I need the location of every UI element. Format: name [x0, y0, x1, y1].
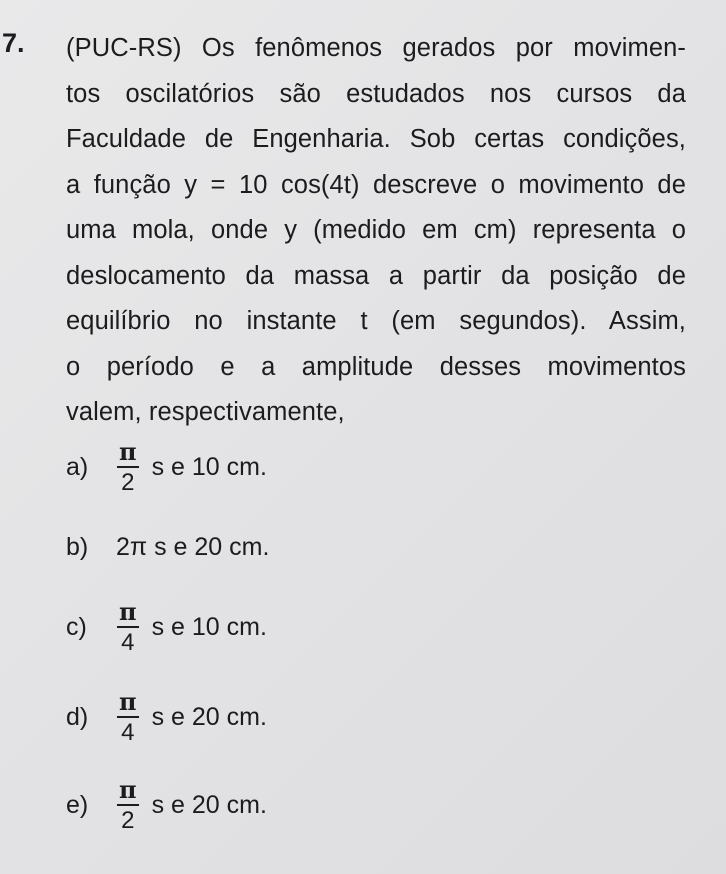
- option-text: 2π s e 20 cm.: [116, 533, 270, 561]
- option-text: s e 20 cm.: [151, 703, 267, 731]
- fraction-denominator: 4: [121, 629, 135, 656]
- option-b[interactable]: [66, 533, 269, 562]
- question-statement: [66, 26, 686, 436]
- question-number: 7.: [2, 28, 25, 58]
- fraction-denominator: 2: [121, 469, 135, 496]
- fraction-numerator: π: [119, 437, 137, 466]
- option-text: s e 10 cm.: [151, 453, 267, 481]
- statement-line: o período e a amplitude desses movimentos: [66, 352, 686, 381]
- statement-line: (PUC-RS) Os fenômenos gerados por movimen-: [66, 34, 686, 62]
- option-text: s e 10 cm.: [151, 613, 267, 641]
- option-label: e): [66, 791, 89, 819]
- option-label: c): [66, 613, 87, 641]
- option-label: d): [66, 703, 89, 731]
- fraction: [116, 775, 140, 834]
- statement-line: deslocamento da massa a partir da posição de: [66, 261, 686, 290]
- statement-line: a função y = 10 cos(4t) descreve o movimento de: [66, 170, 686, 199]
- statement-line: equilíbrio no instante t (em segundos). Assim,: [66, 307, 686, 335]
- fraction: [116, 687, 140, 746]
- option-a[interactable]: [66, 437, 267, 496]
- statement-line: uma mola, onde y (medido em cm) representa o: [66, 216, 686, 244]
- option-text: s e 20 cm.: [151, 791, 267, 819]
- fraction: [116, 437, 140, 496]
- fraction: [116, 597, 140, 656]
- statement-line: valem, respectivamente,: [66, 398, 345, 426]
- option-c[interactable]: [66, 597, 267, 656]
- fraction-numerator: π: [119, 775, 137, 804]
- option-d[interactable]: [66, 687, 267, 746]
- statement-line: tos oscilatórios são estudados nos cursos da: [66, 79, 686, 108]
- statement-line: Faculdade de Engenharia. Sob certas condições,: [66, 125, 686, 153]
- option-label: b): [66, 533, 89, 561]
- fraction-numerator: π: [119, 687, 137, 716]
- fraction-denominator: 4: [121, 719, 135, 746]
- fraction-numerator: π: [119, 597, 137, 626]
- fraction-denominator: 2: [121, 807, 135, 834]
- option-e[interactable]: [66, 775, 267, 834]
- option-label: a): [66, 453, 89, 481]
